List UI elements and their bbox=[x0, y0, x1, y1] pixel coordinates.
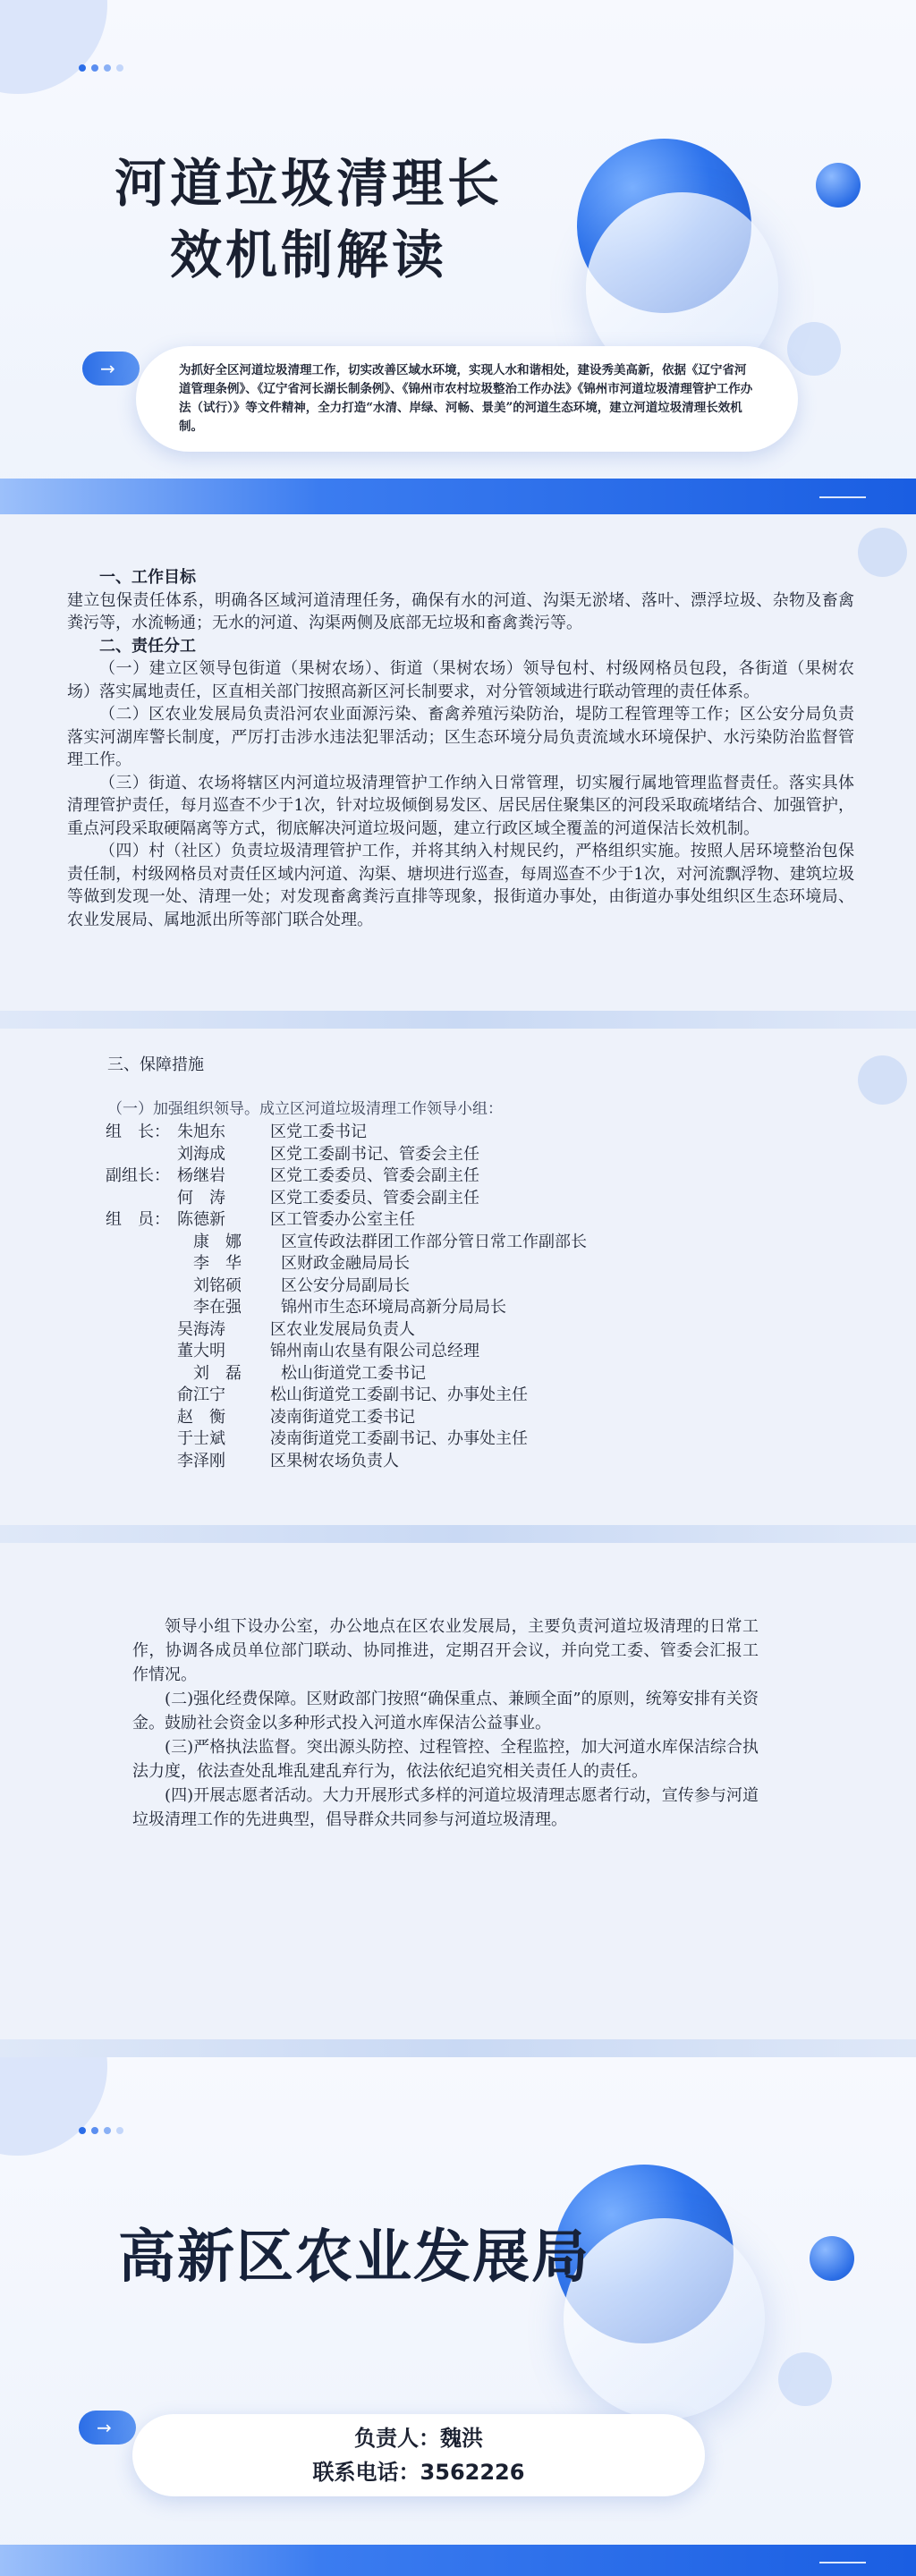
contact-phone: 联系电话：3562226 bbox=[312, 2460, 525, 2485]
leader-title: 锦州市生态环境局高新分局局长 bbox=[281, 1298, 506, 1317]
leader-row bbox=[106, 1319, 839, 1342]
paragraph: 领导小组下设办公室，办公地点在区农业发展局，主要负责河道垃圾清理的日常工作，协调各成员单位部门联动、协同推进，定期召开会议，并向党工委、管委会汇报工作情况。 bbox=[132, 1617, 759, 1684]
leader-title: 凌南街道党工委书记 bbox=[270, 1407, 415, 1427]
leader-name: 刘 磊 bbox=[193, 1363, 242, 1383]
leader-row bbox=[106, 1232, 839, 1254]
leader-row bbox=[106, 1165, 839, 1188]
leader-name: 李泽刚 bbox=[177, 1451, 225, 1470]
leader-title: 区财政金融局局长 bbox=[281, 1254, 410, 1273]
leader-role bbox=[106, 1363, 177, 1385]
leader-role bbox=[106, 1297, 177, 1319]
band-line bbox=[819, 2562, 866, 2563]
text-page-2 bbox=[0, 1029, 916, 1525]
org-title: 高新区农业发展局 bbox=[118, 2224, 590, 2291]
leader-role: 组 员： bbox=[106, 1210, 170, 1229]
contact-card bbox=[132, 2414, 705, 2496]
heading-goal: 一、工作目标 bbox=[99, 568, 196, 587]
leader-role bbox=[106, 1275, 177, 1298]
leader-role bbox=[106, 1428, 177, 1451]
decor-circle bbox=[858, 1055, 907, 1105]
faint-sphere-decor bbox=[787, 322, 841, 376]
separator bbox=[0, 1011, 916, 1029]
leader-title: 区工管委办公室主任 bbox=[270, 1210, 415, 1229]
leader-title: 区果树农场负责人 bbox=[270, 1451, 399, 1470]
leader-name: 赵 衡 bbox=[177, 1407, 225, 1427]
leader-title: 区党工委委员、管委会副主任 bbox=[270, 1188, 479, 1208]
separator bbox=[0, 1525, 916, 1543]
leader-name: 于士斌 bbox=[177, 1429, 225, 1448]
heading-measures: 三、保障措施 bbox=[107, 1055, 204, 1074]
leader-title: 凌南街道党工委副书记、办事处主任 bbox=[270, 1429, 528, 1448]
band-line bbox=[819, 496, 866, 498]
leader-title: 区农业发展局负责人 bbox=[270, 1319, 415, 1339]
paragraph: 建立包保责任体系，明确各区域河道清理任务，确保有水的河道、沟渠无淤堵、落叶、漂浮垃圾、杂物及畜禽粪污等，水流畅通；无水的河道、沟渠两侧及底部无垃圾和畜禽粪污等。 bbox=[67, 590, 854, 632]
dots-icon bbox=[79, 64, 123, 72]
leader-name: 李在强 bbox=[193, 1298, 242, 1317]
contact-person: 负责人：魏洪 bbox=[354, 2426, 483, 2451]
small-sphere-decor bbox=[810, 2236, 854, 2281]
leader-name: 康 娜 bbox=[193, 1232, 242, 1251]
sub-heading: （一）加强组织领导。成立区河道垃圾清理工作领导小组： bbox=[107, 1100, 503, 1118]
paragraph: (四)开展志愿者活动。大力开展形式多样的河道垃圾清理志愿者行动，宣传参与河道垃圾清理工作的先进典型，倡导群众共同参与河道垃圾清理。 bbox=[132, 1786, 759, 1829]
leader-list bbox=[106, 1122, 839, 1472]
leader-role bbox=[106, 1188, 177, 1210]
paragraph: （四）村（社区）负责垃圾清理管护工作，并将其纳入村规民约，严格组织实施。按照人居环境整治包保责任制，村级网格员对责任区域内河道、沟渠、塘坝进行巡查，每周巡查不少于1次，对河流飘浮物、建筑垃圾等做到发现一处、清理一处；对发现畜禽粪污直排等现象，报街道办事处，由街道办事处组织区生态环境局、农业发展局、属地派出所等部门联合处理。 bbox=[67, 842, 854, 929]
separator bbox=[0, 2039, 916, 2057]
leader-name: 朱旭东 bbox=[177, 1123, 225, 1141]
leader-role bbox=[106, 1253, 177, 1275]
title-line-1: 河道垃圾清理长 bbox=[114, 153, 503, 214]
intro-text: 为抓好全区河道垃圾清理工作，切实改善区域水环境，实现人水和谐相处，建设秀美高新，依据《辽宁省河道管理条例》、《辽宁省河长湖长制条例》、《锦州市农村垃圾整治工作办法》《锦州市河道垃圾清理管护工作办法（试行）》等文件精神，全力打造“水清、岸绿、河畅、景美”的河道生态环境，建立河道垃圾清理长效机制。 bbox=[179, 363, 753, 434]
leader-row bbox=[106, 1122, 839, 1144]
text-page-1 bbox=[0, 514, 916, 1011]
page-title bbox=[98, 148, 519, 291]
leader-name: 何 涛 bbox=[177, 1188, 225, 1208]
decor-circle bbox=[0, 2057, 107, 2156]
section2-heading bbox=[107, 1054, 465, 1077]
arrow-right-icon: → bbox=[82, 352, 140, 386]
leader-row bbox=[106, 1209, 839, 1232]
leader-row bbox=[106, 1428, 839, 1451]
title-line-2: 效机制解读 bbox=[169, 225, 447, 285]
paragraph: （三）街道、农场将辖区内河道垃圾清理管护工作纳入日常管理，切实履行属地管理监督责任。落实具体清理管护责任，每月巡查不少于1次，针对垃圾倾倒易发区、居民居住聚集区的河段采取疏堵结合、加强管护，重点河段采取硬隔离等方式，彻底解决河道垃圾问题，建立行政区域全覆盖的河道保洁长效机制。 bbox=[67, 773, 854, 838]
paragraph: (三)严格执法监督。突出源头防控、过程管控、全程监控，加大河道水库保洁综合执法力度，依法查处乱堆乱建乱弃行为，依法依纪追究相关责任人的责任。 bbox=[132, 1738, 759, 1781]
glass-circle-decor bbox=[564, 2218, 765, 2419]
leader-row bbox=[106, 1144, 839, 1166]
decor-circle bbox=[858, 528, 907, 577]
faint-sphere-decor bbox=[778, 2352, 832, 2406]
section3-body bbox=[132, 1614, 759, 1832]
leader-row bbox=[106, 1188, 839, 1210]
leader-name: 俞江宁 bbox=[177, 1385, 225, 1404]
closing-panel bbox=[0, 2057, 916, 2576]
leader-role bbox=[106, 1144, 177, 1166]
leader-row bbox=[106, 1363, 839, 1385]
leader-name: 吴海涛 bbox=[177, 1319, 225, 1339]
leader-name: 杨继岩 bbox=[177, 1166, 225, 1185]
leader-title: 锦州南山农垦有限公司总经理 bbox=[270, 1342, 479, 1360]
small-sphere-decor bbox=[816, 163, 861, 208]
leader-row bbox=[106, 1341, 839, 1363]
paragraph: (二)强化经费保障。区财政部门按照“确保重点、兼顾全面”的原则，统筹安排有关资金。鼓励社会资金以多种形式投入河道水库保洁公益事业。 bbox=[132, 1690, 759, 1733]
leader-title: 区党工委书记 bbox=[270, 1123, 367, 1141]
leader-name: 刘铭硕 bbox=[193, 1275, 242, 1295]
section2-sub bbox=[107, 1098, 823, 1122]
leader-title: 松山街道党工委副书记、办事处主任 bbox=[270, 1385, 528, 1404]
leader-name: 陈德新 bbox=[177, 1210, 225, 1229]
leader-role bbox=[106, 1319, 177, 1342]
leader-row bbox=[106, 1407, 839, 1429]
leader-row bbox=[106, 1275, 839, 1298]
leader-title: 区宣传政法群团工作部分管日常工作副部长 bbox=[281, 1232, 587, 1251]
leader-role bbox=[106, 1232, 177, 1254]
blue-band bbox=[0, 479, 916, 514]
leader-row bbox=[106, 1451, 839, 1473]
intro-card bbox=[136, 346, 798, 452]
leader-title: 区公安分局副局长 bbox=[281, 1275, 410, 1295]
leader-role: 副组长： bbox=[106, 1166, 170, 1185]
paragraph: （一）建立区领导包街道（果树农场）、街道（果树农场）领导包村、村级网格员包段，各街道（果树农场）落实属地责任，区直相关部门按照高新区河长制要求，对分管领域进行联动管理的责任体系。 bbox=[67, 659, 854, 701]
leader-title: 区党工委委员、管委会副主任 bbox=[270, 1166, 479, 1185]
text-page-3 bbox=[0, 1543, 916, 2039]
leader-name: 刘海成 bbox=[177, 1144, 225, 1164]
leader-role bbox=[106, 1407, 177, 1429]
blue-band bbox=[0, 2545, 916, 2576]
leader-row bbox=[106, 1385, 839, 1407]
leader-name: 李 华 bbox=[193, 1254, 242, 1273]
heading-duty: 二、责任分工 bbox=[99, 636, 196, 656]
leader-title: 松山街道党工委书记 bbox=[281, 1363, 426, 1383]
section1-body bbox=[67, 566, 854, 931]
leader-name: 董大明 bbox=[177, 1342, 225, 1360]
leader-role: 组 长： bbox=[106, 1123, 170, 1141]
leader-row bbox=[106, 1253, 839, 1275]
cover-panel bbox=[0, 0, 916, 514]
leader-role bbox=[106, 1341, 177, 1363]
paragraph: （二）区农业发展局负责沿河农业面源污染、畜禽养殖污染防治，堤防工程管理等工作；区公安分局负责落实河湖库警长制度，严厉打击涉水违法犯罪活动；区生态环境分局负责流域水环境保护、水污染防治监督管理工作。 bbox=[67, 705, 854, 769]
arrow-right-icon: → bbox=[79, 2411, 136, 2445]
leader-row bbox=[106, 1297, 839, 1319]
leader-role bbox=[106, 1451, 177, 1473]
leader-role bbox=[106, 1385, 177, 1407]
decor-circle bbox=[0, 0, 107, 94]
dots-icon bbox=[79, 2127, 123, 2134]
leader-title: 区党工委副书记、管委会主任 bbox=[270, 1144, 479, 1164]
